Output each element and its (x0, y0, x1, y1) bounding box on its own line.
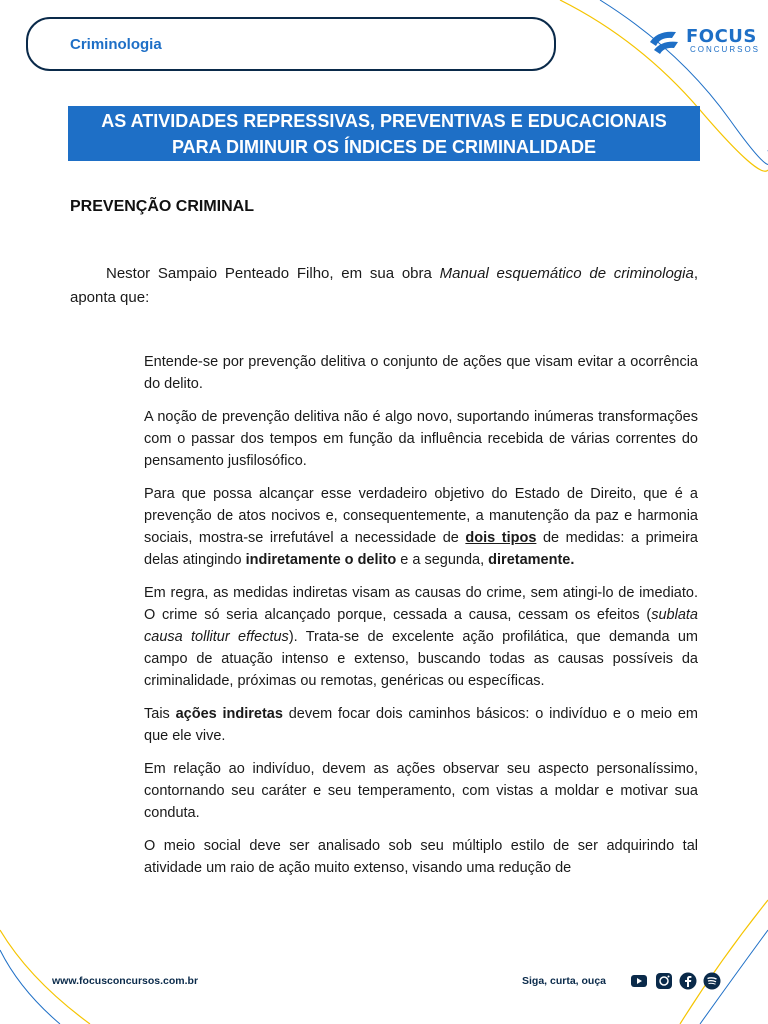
title-line-2: PARA DIMINUIR OS ÍNDICES DE CRIMINALIDADE (171, 137, 596, 157)
title-banner (68, 106, 700, 161)
quote-paragraph-6: Em relação ao indivíduo, devem as ações observar seu aspecto personalíssimo, contornando seu caráter e seu temperamento, com vistas a moldar e motivar sua conduta. (144, 761, 698, 821)
intro-after: , aponta que: (70, 265, 698, 306)
quote-text: e a segunda, (396, 552, 489, 568)
quote-paragraph-7: O meio social deve ser analisado sob seu múltiplo estilo de ser adquirindo tal atividade um raio de ação muito extenso, visando uma redução de (144, 838, 698, 876)
emphasis-indiretamente: indiretamente o delito (245, 552, 397, 568)
emphasis-diretamente: diretamente. (488, 552, 575, 568)
quote-paragraph-3 (144, 483, 698, 571)
section-heading: PREVENÇÃO CRIMINAL (70, 198, 255, 215)
intro-before: Nestor Sampaio Penteado Filho, em sua obra (106, 265, 440, 282)
instagram-icon[interactable] (655, 972, 673, 990)
footer-website-link[interactable]: www.focusconcursos.com.br (52, 975, 199, 987)
subject-label: Criminologia (70, 36, 162, 53)
youtube-icon[interactable] (630, 972, 648, 990)
quote-text: de medidas: a primeira delas atingindo (144, 530, 698, 568)
quote-text: ). Trata-se de excelente ação profilática, que demanda um campo de atuação intenso e extenso, buscando todas as causas possíveis da criminalidade, próximas ou remotas, genéricas ou específicas. (144, 629, 698, 689)
logo-subtitle: CONCURSOS (690, 45, 761, 54)
footer-follow-text: Siga, curta, ouça (522, 975, 607, 987)
quote-paragraph-5 (144, 703, 698, 747)
logo-name: FOCUS (686, 26, 757, 47)
intro-work-title: Manual esquemático de criminologia (439, 265, 694, 282)
quote-paragraph-4 (144, 582, 698, 692)
emphasis-dois-tipos: dois tipos (465, 530, 537, 546)
quote-block (144, 351, 698, 890)
latin-phrase: sublata causa tollitur effectus (144, 607, 698, 645)
quote-text: devem focar dois caminhos básicos: o indivíduo e o meio em que ele vive. (144, 706, 698, 744)
quote-text: Para que possa alcançar esse verdadeiro objetivo do Estado de Direito, que é a prevenção de atos nocivos e, consequentemente, a manutenção da paz e harmonia sociais, mostra-se irrefutável a necessidade de (144, 486, 698, 546)
facebook-icon[interactable] (679, 972, 697, 990)
quote-text: Tais (144, 706, 176, 722)
emphasis-acoes-indiretas: ações indiretas (175, 706, 283, 722)
quote-paragraph-2: A noção de prevenção delitiva não é algo novo, suportando inúmeras transformações com o passar dos tempos em função da influência recebida de várias correntes do pensamento jusfilosófico. (144, 409, 698, 469)
quote-text: Em regra, as medidas indiretas visam as causas do crime, sem atingi-lo de imediato. O crime só seria alcançado porque, cessada a causa, cessam os efeitos ( (144, 585, 698, 623)
title-line-1: AS ATIVIDADES REPRESSIVAS, PREVENTIVAS E EDUCACIONAIS (101, 111, 667, 131)
spotify-icon[interactable] (703, 972, 721, 990)
quote-paragraph-1: Entende-se por prevenção delitiva o conjunto de ações que visam evitar a ocorrência do delito. (144, 354, 698, 392)
intro-paragraph (70, 262, 698, 310)
